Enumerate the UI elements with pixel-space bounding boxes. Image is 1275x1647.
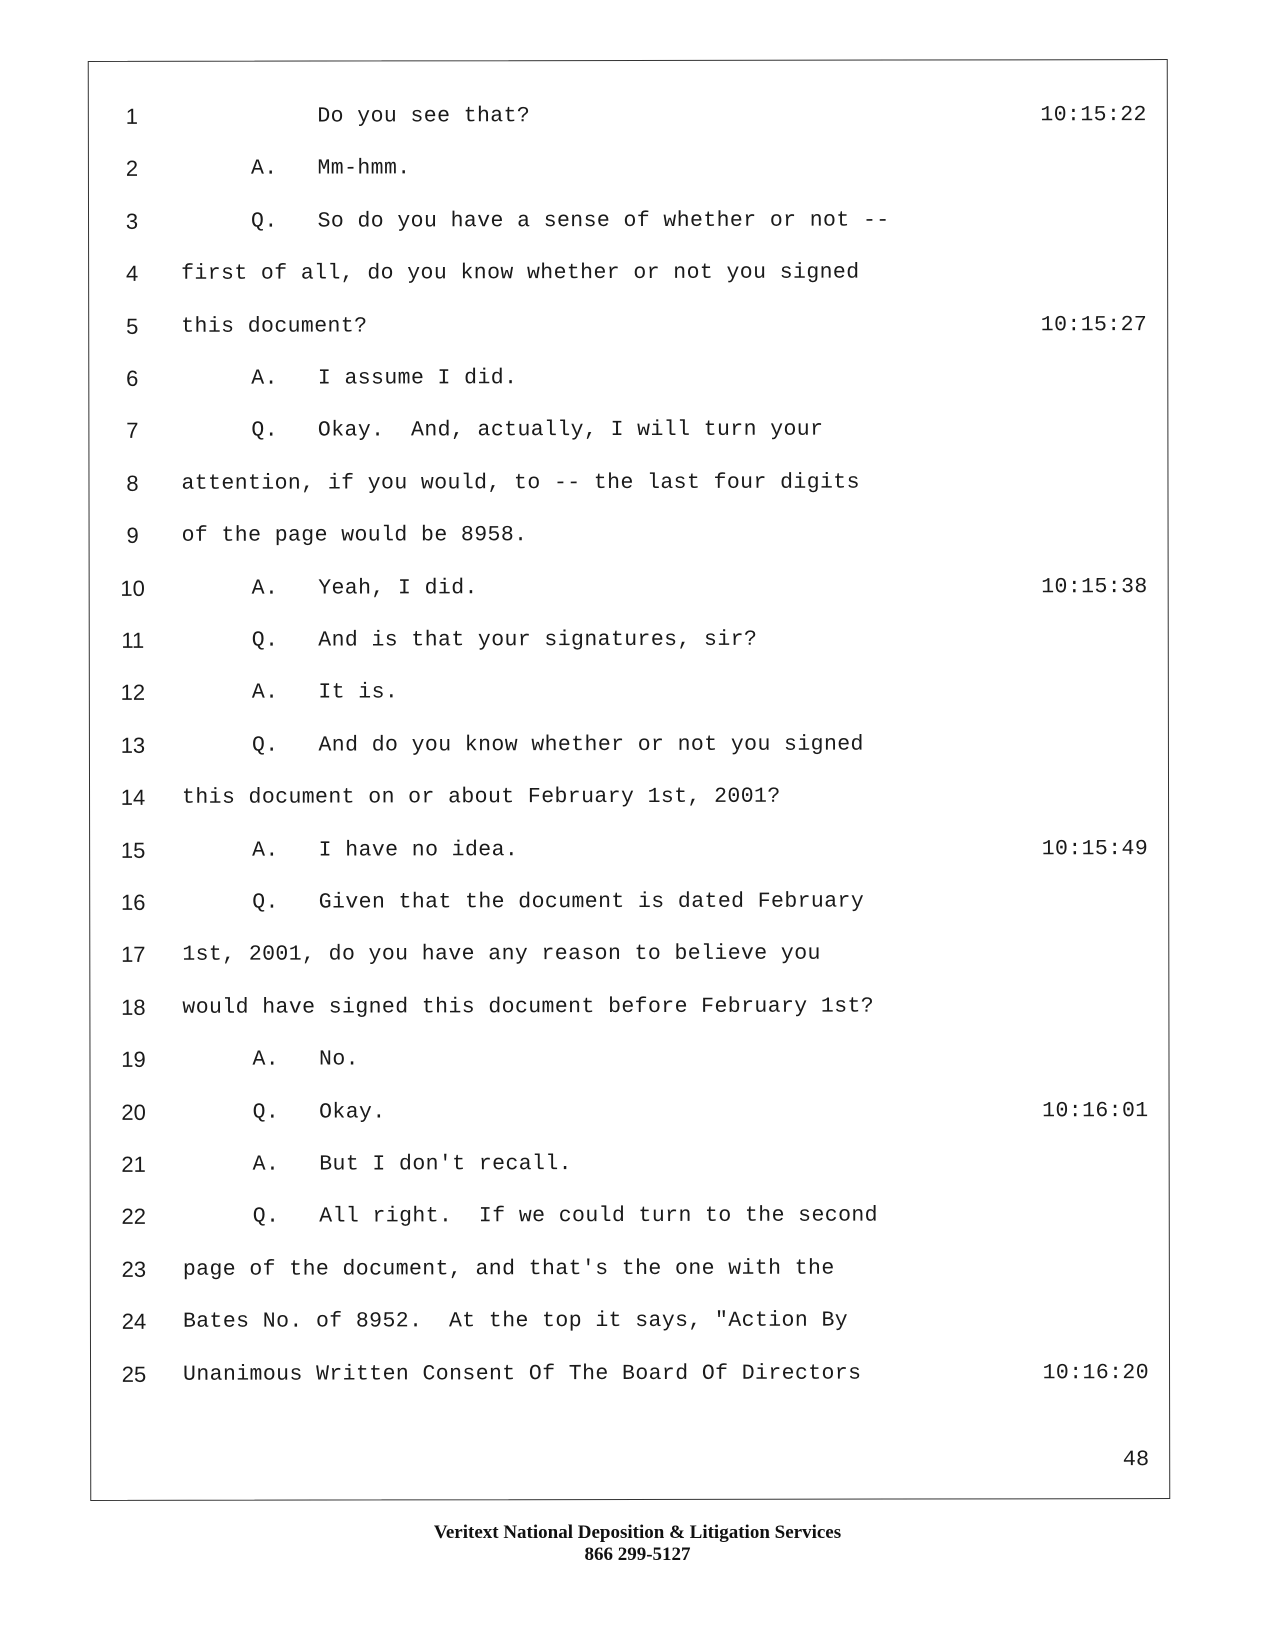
line-text xyxy=(251,200,890,241)
line-text xyxy=(251,410,823,451)
line-text xyxy=(182,934,821,975)
line-number: 8 xyxy=(126,470,139,496)
transcript-line xyxy=(90,881,1168,923)
line-text xyxy=(252,830,518,870)
line-text xyxy=(252,882,864,923)
transcript-line xyxy=(90,776,1168,818)
line-content: Unanimous Written Consent Of The Board Of Directors xyxy=(183,1361,862,1387)
transcript-line xyxy=(90,829,1168,871)
speaker-label: A. xyxy=(252,1152,280,1177)
line-text xyxy=(251,96,530,136)
line-number: 4 xyxy=(125,261,139,287)
transcript-lines xyxy=(89,60,1167,1387)
transcript-line xyxy=(90,724,1168,766)
line-number: 24 xyxy=(121,1309,147,1335)
line-content: this document on or about February 1st, 2001? xyxy=(182,784,781,810)
line-text xyxy=(181,306,367,346)
timestamp: 10:16:20 xyxy=(1042,1360,1150,1385)
footer xyxy=(0,1522,1275,1566)
transcript-line xyxy=(89,252,1167,294)
transcript-line xyxy=(90,933,1168,975)
line-text xyxy=(183,1301,848,1342)
page-number: 48 xyxy=(1122,1447,1150,1473)
line-number: 2 xyxy=(125,156,139,182)
line-number: 20 xyxy=(121,1099,146,1125)
line-number: 13 xyxy=(120,732,146,758)
line-text xyxy=(182,515,528,556)
transcript-line xyxy=(89,357,1167,399)
line-number: 23 xyxy=(121,1256,147,1282)
timestamp: 10:15:49 xyxy=(1041,836,1149,861)
line-text xyxy=(181,462,859,503)
line-content: would have signed this document before February 1st? xyxy=(182,994,875,1020)
transcript-line xyxy=(89,462,1167,504)
line-text xyxy=(183,1248,835,1289)
timestamp: 10:15:22 xyxy=(1040,103,1147,128)
line-content: It is. xyxy=(318,680,399,705)
timestamp: 10:16:01 xyxy=(1042,1098,1149,1123)
speaker-label: Q. xyxy=(252,1100,280,1125)
line-content: I assume I did. xyxy=(317,366,518,391)
speaker-label: A. xyxy=(251,681,279,706)
speaker-label: A. xyxy=(252,838,279,863)
line-number: 18 xyxy=(121,994,146,1020)
transcript-line xyxy=(91,1195,1169,1237)
line-content: Okay. And, actually, I will turn your xyxy=(317,418,824,443)
speaker-label: Q. xyxy=(251,209,278,234)
line-text xyxy=(252,1040,359,1080)
line-number: 16 xyxy=(120,889,146,915)
line-content: So do you have a sense of whether or not -- xyxy=(317,208,890,234)
speaker-label: A. xyxy=(250,157,278,182)
line-number: 14 xyxy=(120,785,146,811)
line-content: attention, if you would, to -- the last four digits xyxy=(181,470,860,496)
transcript-line xyxy=(89,147,1167,189)
timestamp: 10:15:38 xyxy=(1041,574,1148,599)
line-text xyxy=(253,1092,386,1132)
transcript-line xyxy=(89,409,1167,451)
line-number: 11 xyxy=(121,627,145,653)
transcript-line xyxy=(89,200,1167,242)
line-content: Given that the document is dated February xyxy=(318,889,865,915)
footer-company: Veritext National Deposition & Litigation Services xyxy=(433,1522,842,1543)
transcript-line xyxy=(89,305,1167,347)
line-number: 19 xyxy=(121,1047,146,1073)
speaker-label: Q. xyxy=(251,419,279,444)
line-number: 15 xyxy=(120,837,146,863)
line-content: And is that your signatures, sir? xyxy=(318,627,758,653)
line-content: I have no idea. xyxy=(318,837,519,863)
line-content: No. xyxy=(318,1047,359,1072)
line-number: 9 xyxy=(126,523,139,549)
line-number: 7 xyxy=(126,418,139,444)
transcript-line xyxy=(90,671,1168,713)
transcript-line xyxy=(91,1248,1169,1290)
line-text xyxy=(253,1144,572,1185)
speaker-label: Q. xyxy=(251,733,279,758)
transcript-line xyxy=(91,1353,1169,1395)
transcript-page xyxy=(88,59,1171,1501)
transcript-line xyxy=(90,619,1168,661)
speaker-label: A. xyxy=(251,576,279,601)
transcript-line xyxy=(90,986,1168,1028)
line-content: Okay. xyxy=(319,1100,386,1125)
transcript-line xyxy=(89,95,1167,137)
line-content: Mm-hmm. xyxy=(317,156,411,181)
line-number: 3 xyxy=(125,208,139,234)
line-content: And do you know whether or not you signed xyxy=(318,732,864,758)
line-content: All right. If we could turn to the second xyxy=(319,1203,879,1229)
line-number: 1 xyxy=(125,103,138,129)
transcript-line xyxy=(91,1300,1169,1342)
line-content: 1st, 2001, do you have any reason to believe you xyxy=(182,942,821,968)
line-content: page of the document, and that's the one with the xyxy=(182,1256,835,1282)
line-text xyxy=(182,986,874,1027)
transcript-line xyxy=(91,1091,1169,1133)
line-text xyxy=(252,724,864,765)
line-text xyxy=(251,149,411,189)
line-number: 17 xyxy=(121,942,146,968)
line-number: 12 xyxy=(120,680,146,706)
line-text xyxy=(252,620,758,661)
line-text xyxy=(182,777,781,818)
line-text xyxy=(252,673,398,713)
line-text xyxy=(253,1196,878,1237)
line-text xyxy=(183,1353,861,1394)
line-number: 5 xyxy=(126,313,139,339)
line-content: Yeah, I did. xyxy=(318,575,478,601)
line-text xyxy=(252,568,478,608)
speaker-label: Q. xyxy=(251,628,279,653)
line-content: first of all, do you know whether or not you signed xyxy=(181,260,860,286)
transcript-line xyxy=(90,1038,1168,1080)
line-content: Bates No. of 8952. At the top it says, "Action By xyxy=(182,1308,849,1334)
speaker-label: Q. xyxy=(252,1205,280,1230)
speaker-label: A. xyxy=(251,366,278,391)
speaker-label: Q. xyxy=(252,890,279,915)
line-content: this document? xyxy=(181,314,368,339)
line-content: Do you see that? xyxy=(317,104,531,129)
line-content: of the page would be 8958. xyxy=(181,523,528,548)
speaker-label: A. xyxy=(252,1047,280,1072)
line-text xyxy=(181,253,859,294)
transcript-line xyxy=(91,1143,1169,1185)
footer-phone: 866 299-5127 xyxy=(584,1544,691,1565)
line-number: 22 xyxy=(121,1204,147,1230)
line-number: 25 xyxy=(121,1361,147,1387)
line-number: 10 xyxy=(120,575,145,601)
line-text xyxy=(251,358,517,398)
timestamp: 10:15:27 xyxy=(1040,312,1148,337)
transcript-line xyxy=(90,514,1168,556)
line-number: 21 xyxy=(121,1151,146,1177)
line-content: But I don't recall. xyxy=(319,1152,572,1177)
line-number: 6 xyxy=(126,365,139,391)
transcript-line xyxy=(90,567,1168,609)
